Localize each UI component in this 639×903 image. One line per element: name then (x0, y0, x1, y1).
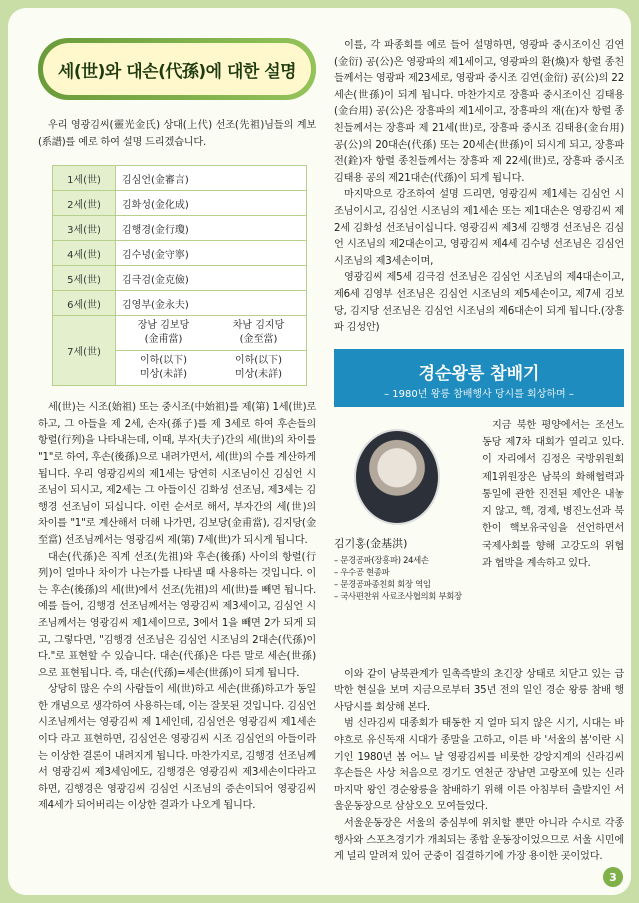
author-caption (334, 535, 474, 602)
table-row (53, 316, 307, 351)
paragraph: 이를, 각 파종회를 예로 들어 설명하면, 영광파 중시조이신 김연(金衍) 공(公)은 영광파의 제1세이고, 영광파의 환(煥)자 항렬 종친들께서는 영광파 제23세로, 영광파 중시조 김연(金衍) 공(公)의 22세손(世孫)이 되게 됩니다. 마찬가지로 장흥파 중시조이신 김태용(金台用) 공(公)은 장흥파의 제1세이고, 장흥파의 재(在)자 항렬 종친들께서는 장흥파 제 21세(世)로, 장흥파 중시조 김태용(金台用) 공(公)의 20대손(代孫) 또는 20세손(世孫)이 되시게 되고, 장흥파 전(銓)자 항렬 종친들께서는 장흥파 제 22세(世)로, 장흥파 중시조 김태용 공의 제21대손(代孫)이 되게 됩니다. (334, 40, 624, 184)
branch-second-desc: 이하(以下) 미상(未詳) (234, 355, 283, 381)
ancestor-name: 김심언(金審言) (116, 166, 307, 191)
table-row (53, 166, 307, 191)
table-row (53, 266, 307, 291)
paragraph: 서울운동장은 서울의 중심부에 위치할 뿐만 아니라 수시로 각종 행사와 스포츠경기가 개최되는 종합 운동장이었으므로 서울 시민에게 널리 알려져 있어 군중이 집결하기에 가장 용이한 곳이었다. (334, 818, 624, 863)
generation-label: 3세(世) (53, 216, 116, 241)
right-column (334, 38, 624, 866)
generation-label: 7세(世) (53, 316, 116, 386)
generation-label: 1세(世) (53, 166, 116, 191)
article-title-box (38, 38, 316, 100)
author-name: 김기홍(金基洪) (334, 536, 408, 550)
paragraph: 이와 같이 남북관계가 일촉즉발의 초긴장 상태로 치닫고 있는 급박한 현실을 보며 지금으로부터 35년 전의 일인 경순 왕릉 참배 행사당시를 회상해 본다. (334, 668, 624, 713)
author-detail: – 문경공파종친회 회장 역임 (334, 578, 431, 589)
paragraph: 대손(代孫)은 직계 선조(先祖)와 후손(後孫) 사이의 항렬(行列)이 얼마나 차이가 나는가를 나타낼 때 사용하는 것입니다. 이는 후손(後孫)의 세(世)에서 선조(先祖)의 세(世)를 빼면 됩니다. 예를 들어, 김행경 선조님께서는 영광김씨 제3세이고, 김심언 시조님께서는 영광김씨 제1세이므로, 3에서 1을 빼면 2가 되게 되고, 그렇다면, "김행경 선조님은 김심언 시조님의 2대손(代孫)이다."로 표현할 수 있습니다. 대손(代孫)은 다른 말로 세손(世孫)으로 표현됩니다. 즉, 대손(代孫)=세손(世孫)이 되게 됩니다. (38, 551, 316, 679)
intro-paragraph: 우리 영광김씨(靈光金氏) 상대(上代) 선조(先祖)님들의 계보(系譜)를 예로 하여 설명 드리겠습니다. (38, 120, 316, 148)
genealogy-table (52, 165, 307, 386)
branch-eldest-desc: 이하(以下) 미상(未詳) (139, 355, 188, 381)
left-body (38, 400, 316, 815)
generation-label: 4세(世) (53, 241, 116, 266)
author-photo (354, 429, 440, 525)
author-area (334, 417, 624, 667)
page (8, 8, 631, 895)
section-header (334, 349, 624, 407)
page-number: 3 (603, 867, 623, 887)
ancestor-name: 김극검(金克儉) (116, 266, 307, 291)
paragraph: 세(世)는 시조(始祖) 또는 중시조(中始祖)를 제(第) 1세(世)로 하고, 그 아들을 제 2세, 손자(孫子)를 제 3세로 하여 후손들의 항렬(行列)을 나타내는데, 이때, 부자(夫子)간의 세(世)의 차이를 "1"로 하여, 후손(後孫)으로 내려가면서, 세(世)의 수를 계산하게 됩니다. 우리 영광김씨의 제1세는 당연히 시조님이신 김심언 시조님이 되시고, 제2세는 그 아들이신 김화성 선조님, 제3세는 김행경 선조님이 되십니다. 이런 순서로 해서, 부자간의 세(世)의 차이를 "1"로 계산해서 더해 나가면, 김보당(金甫當), 김지당(金至當) 선조님께서는 영광김씨 제(第) 7세(世)가 되시게 됩니다. (38, 402, 316, 546)
section-title: 경순왕릉 참배기 (418, 363, 540, 384)
generation-label: 5세(世) (53, 266, 116, 291)
table-row (53, 191, 307, 216)
wrap-text (482, 417, 624, 573)
table-row (53, 216, 307, 241)
author-detail: – 문경공파(장흥파) 24세손 (334, 554, 429, 565)
branch-second: 차남 김지당 (金至當) (232, 320, 285, 346)
ancestor-name: 김영부(金永夫) (116, 291, 307, 316)
left-column (38, 38, 316, 815)
paragraph: 범 신라김씨 대종회가 태동한 지 얼마 되지 않은 시기, 시대는 바야흐로 유신독재 시대가 종말을 고하고, 이른 바 '서울의 봄'이란 시기인 1980년 봄 어느 날 영광김씨를 비롯한 강앙지계의 신라김씨 후손들은 사상 처음으로 경기도 연천군 장남면 고랑포에 있는 신라 마지막 왕인 경순왕릉을 참배하기 위해 이른 아침부터 출발지인 서울운동장으로 삼삼오오 모여들었다. (334, 718, 624, 813)
ancestor-name: 김화성(金化成) (116, 191, 307, 216)
paragraph: 마지막으로 강조하여 설명 드리면, 영광김씨 제1세는 김심언 시조님이시고, 김심언 시조님의 제1세손 또는 제1대손은 영광김씨 제2세 김화성 선조님이십니다. 영광김씨 제3세 김행경 선조님은 김심언 시조님의 제2대손이고, 영광김씨 제4세 김수녕 선조님은 김심언 시조님의 제3세손이며, (334, 189, 624, 267)
author-detail: – 국사편찬위 사료조사협의회 부회장 (334, 590, 462, 601)
ancestor-name: 김수녕(金守寧) (116, 241, 307, 266)
article-title: 세(世)와 대손(代孫)에 대한 설명 (57, 61, 297, 82)
generation-label: 6세(世) (53, 291, 116, 316)
paragraph: 영광김씨 제5세 김극검 선조님은 김심언 시조님의 제4대손이고, 제6세 김영부 선조님은 김심언 시조님의 제5세손이고, 제7세 김보당, 김지당 선조님은 김심언 시조님의 제6대손이 되게 됩니다.(장흥파 김성안) (334, 272, 624, 334)
section-subtitle: – 1980년 왕릉 참배행사 당시를 회상하며 – (384, 388, 574, 400)
branch-eldest: 장남 김보당 (金甫當) (137, 320, 190, 346)
author-detail: – 우수공 현종파 (334, 566, 390, 577)
table-row (53, 291, 307, 316)
ancestor-name: 김행경(金行瓊) (116, 216, 307, 241)
paragraph: 지금 북한 평양에서는 조선노동당 제7차 대회가 열리고 있다. 이 자리에서 김정은 국방위원회 제1위원장은 남북의 화해협력과 통일에 관한 진전된 제안은 내놓지 않고, 핵, 경제, 병진노선과 북한이 핵보유국임을 선언하면서 국제사회를 향해 고강도의 위협과 협박을 계속하고 있다. (482, 419, 624, 570)
generation-label: 2세(世) (53, 191, 116, 216)
table-row (53, 241, 307, 266)
paragraph: 상당히 많은 수의 사람들이 세(世)하고 세손(世孫)하고가 동일한 개념으로 생각하여 사용하는데, 이는 잘못된 것입니다. 김심언 시조님께서는 영광김씨 제 1세인데, 김심언은 영광김씨 제1세손이다 라고 표현하면, 김심언은 영광김씨 시조 김심언의 아들이라는 이상한 결론이 내려지게 됩니다. 마찬가지로, 김행경 선조님께서 영광김씨 제3세임에도, 김행경은 영광김씨 제3세손이다라고 하면, 김행경은 영광김씨 김심언 시조님의 증손이되어 영광김씨 제4세가 되어버리는 이상한 결과가 나오게 됩니다. (38, 684, 317, 812)
